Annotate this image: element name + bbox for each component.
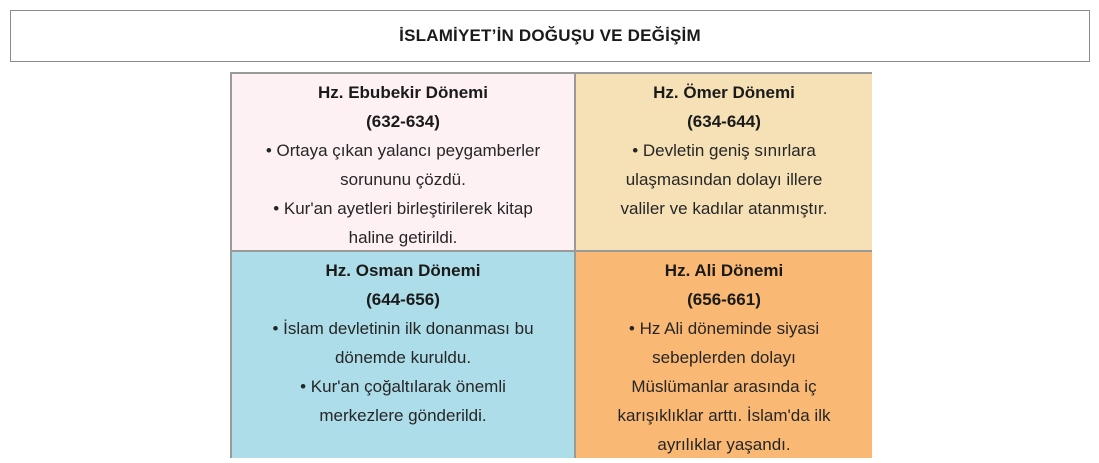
osman-period-cell: [232, 252, 576, 458]
period-text-line: • Kur'an çoğaltılarak önemli: [300, 377, 506, 396]
period-text-line: valiler ve kadılar atanmıştır.: [620, 199, 828, 218]
omer-period-cell: [576, 74, 872, 252]
period-text-line: dönemde kuruldu.: [334, 348, 472, 367]
page-title: İSLAMİYET’İN DOĞUŞU VE DEĞİŞİM: [10, 10, 1090, 62]
caliphs-period-table: [230, 72, 872, 458]
period-text-line: • İslam devletinin ilk donanması bu: [272, 319, 534, 338]
period-text-line: haline getirildi.: [348, 228, 458, 247]
period-text-line: sebeplerden dolayı: [652, 348, 796, 367]
period-text-line: • Devletin geniş sınırlara: [632, 141, 816, 160]
period-text-line: sorununu çözdü.: [340, 170, 466, 189]
period-name: Hz. Ali Dönemi: [664, 261, 784, 280]
period-text-line: karışıklıklar arttı. İslam'da ilk: [617, 406, 831, 425]
period-text-line: Müslümanlar arasında iç: [631, 377, 817, 396]
period-name: Hz. Ebubekir Dönemi: [317, 83, 489, 102]
period-text-line: • Ortaya çıkan yalancı peygamberler: [265, 141, 541, 160]
ebubekir-period-cell: [232, 74, 576, 252]
period-years: (632-634): [366, 112, 440, 131]
period-text-line: ayrılıklar yaşandı.: [657, 435, 791, 454]
period-name: Hz. Ömer Dönemi: [653, 83, 795, 102]
period-text-line: • Kur'an ayetleri birleştirilerek kitap: [273, 199, 533, 218]
period-years: (656-661): [687, 290, 761, 309]
period-years: (634-644): [687, 112, 761, 131]
period-text-line: ulaşmasından dolayı illere: [625, 170, 823, 189]
period-years: (644-656): [366, 290, 440, 309]
ali-period-cell: [576, 252, 872, 458]
period-text-line: merkezlere gönderildi.: [319, 406, 487, 425]
period-name: Hz. Osman Dönemi: [325, 261, 481, 280]
period-text-line: • Hz Ali döneminde siyasi: [628, 319, 820, 338]
